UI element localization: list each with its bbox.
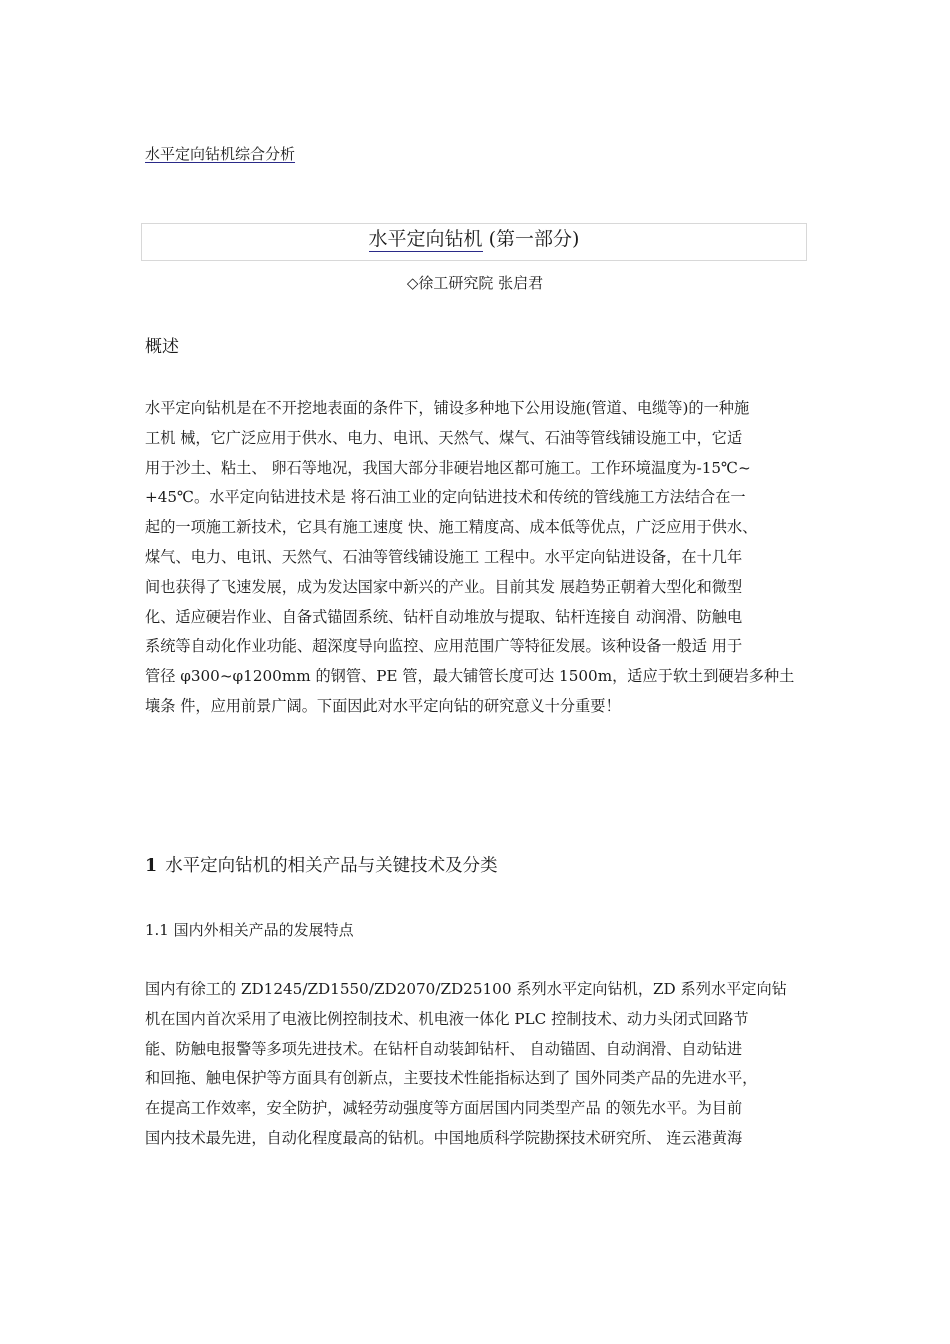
paragraph-line: 用于沙土、粘土、 卵石等地况，我国大部分非硬岩地区都可施工。工作环境温度为-15℃~ [145,458,751,477]
paragraph-line: 国内有徐工的 ZD1245/ZD1550/ZD2070/ZD25100 系列水平定向钻机，ZD 系列水平定向钻 [145,980,787,998]
section-1-heading [145,852,498,877]
paragraph-line: 机在国内首次采用了电液比例控制技术、机电液一体化 PLC 控制技术、动力头闭式回路节 [145,1009,749,1028]
section-1-1-heading: 1.1 国内外相关产品的发展特点 [145,921,354,939]
paragraph-line: 管径 φ300~φ1200mm 的钢管、PE 管，最大铺管长度可达 1500m，适应于软土到硬岩多种土 [145,667,795,686]
paragraph-line: 化、适应硬岩作业、自备式锚固系统、钻杆自动堆放与提取、钻杆连接自 动润滑、防触电 [145,607,743,626]
article-link[interactable]: 水平定向钻机综合分析 [145,145,296,163]
paragraph-line: 间也获得了飞速发展，成为发达国家中新兴的产业。目前其发 展趋势正朝着大型化和微型 [145,577,743,596]
paragraph-line: 煤气、电力、电讯、天然气、石油等管线铺设施工 工程中。水平定向钻进设备，在十几年 [145,547,743,566]
section-number: 1 [145,856,158,876]
overview-paragraph [145,394,810,722]
paragraph-line: 和回拖、触电保护等方面具有创新点，主要技术性能指标达到了 国外同类产品的先进水平， [145,1069,758,1088]
paragraph-line: +45℃。水平定向钻进技术是 将石油工业的定向钻进技术和传统的管线施工方法结合在一 [145,488,746,507]
paragraph-line: 工机 械，它广泛应用于供水、电力、电讯、天然气、煤气、石油等管线铺设施工中，它适 [145,428,743,447]
section-title: 水平定向钻机的相关产品与关键技术及分类 [165,856,498,876]
paragraph-line: 壤条 件，应用前景广阔。下面因此对水平定向钻的研究意义十分重要！ [145,696,621,715]
paragraph-line: 能、防触电报警等多项先进技术。在钻杆自动装卸钻杆、 自动锚固、自动润滑、自动钻进 [145,1039,743,1058]
paragraph-line: 起的一项施工新技术，它具有施工速度 快、施工精度高、成本低等优点，广泛应用于供水、 [145,518,758,537]
paragraph-line: 水平定向钻机是在不开挖地表面的条件下，铺设多种地下公用设施(管道、电缆等)的一种施 [145,399,750,417]
title-box [141,223,807,261]
title-main[interactable]: 水平定向钻机 [368,228,483,250]
page-title [369,226,580,252]
title-suffix: (第一部分) [482,228,580,250]
paragraph-line: 系统等自动化作业功能、超深度导向监控、应用范围广等特征发展。该种设备一般适 用于 [145,637,743,656]
paragraph-line: 国内技术最先进，自动化程度最高的钻机。中国地质科学院勘探技术研究所、 连云港黄海 [145,1128,743,1147]
paragraph-line: 在提高工作效率，安全防护，减轻劳动强度等方面居国内同类型产品 的领先水平。为目前 [145,1099,743,1118]
author-line: ◇徐工研究院 张启君 [406,274,544,292]
section-1-1-paragraph [145,975,810,1154]
overview-heading: 概述 [145,337,179,357]
